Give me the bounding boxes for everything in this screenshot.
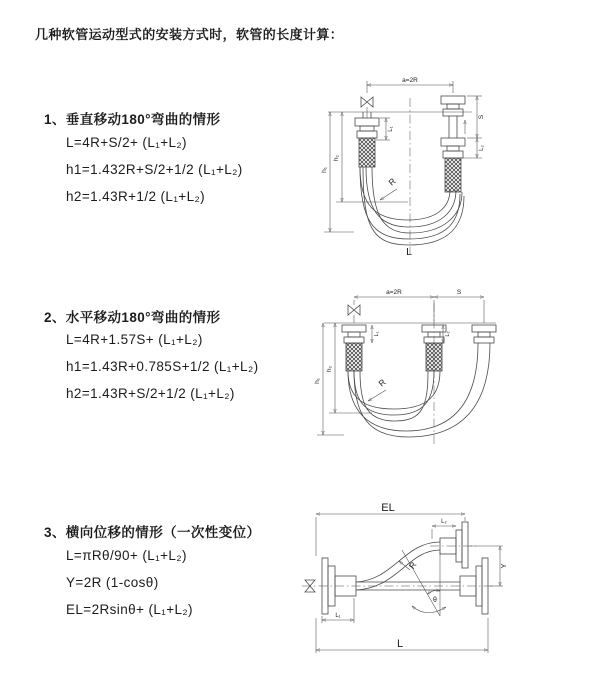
dim-label-l2: L₂	[479, 145, 485, 151]
section-3-heading: 3、横向位移的情形（一次性变位）	[44, 525, 261, 540]
hose-u-bend	[348, 343, 490, 437]
left-hose-end-fitting	[355, 112, 379, 167]
middle-hose-end-fitting	[422, 325, 446, 371]
section-2-formula-h2: h2=1.43R+S/2+1/2 (L₁+L₂)	[66, 386, 235, 401]
dim-label-s: S	[456, 289, 462, 296]
dim-label-h1: h₁	[314, 378, 321, 384]
diagram3-linework	[302, 514, 503, 653]
section-1-formula-h2: h2=1.43R+1/2 (L₁+L₂)	[66, 189, 206, 204]
section-2-formula-L: L=4R+1.57S+ (L₁+L₂)	[66, 332, 203, 347]
dim-label-h2: h₂	[333, 154, 340, 162]
dim-label-l2: L₂	[441, 519, 447, 525]
section-2-heading: 2、水平移动180°弯曲的情形	[44, 310, 221, 325]
diagram2-linework	[317, 297, 496, 445]
section-2-formula-h1: h1=1.43R+0.785S+1/2 (L₁+L₂)	[66, 359, 259, 374]
diagram1-linework	[324, 81, 482, 254]
dim-label-theta: θ	[433, 597, 437, 604]
diagram-horizontal-180-bend	[310, 283, 600, 468]
section-1-formula-L: L=4R+S/2+ (L₁+L₂)	[66, 135, 187, 150]
dim-label-r: R	[386, 175, 398, 188]
right-hose-end-fitting	[441, 96, 465, 192]
dim-label-l1: L₁	[374, 331, 380, 337]
left-hose-end-fitting	[342, 325, 366, 371]
dim-label-h1: h₁	[321, 167, 328, 173]
dim-label-r: R	[406, 559, 419, 571]
dim-label-h2: h₂	[326, 365, 333, 373]
angle-construction	[402, 550, 446, 616]
section-3-formula-EL: EL=2Rsinθ+ (L₁+L₂)	[66, 602, 193, 617]
dim-label-s: S	[478, 114, 485, 120]
dim-label-l1: L₁	[335, 613, 341, 619]
dim-label-y: Y	[499, 563, 508, 569]
section-3-formula-Y: Y=2R (1-cosθ)	[66, 575, 159, 590]
section-3-formula-L: L=πRθ/90+ (L₁+L₂)	[66, 548, 187, 563]
section-1-formula-h1: h1=1.432R+S/2+1/2 (L₁+L₂)	[66, 162, 243, 177]
dim-label-a2r: a=2R	[386, 289, 402, 296]
dim-label-r: R	[376, 376, 388, 389]
dim-label-l: L	[396, 638, 404, 650]
section-1-heading: 1、垂直移动180°弯曲的情形	[44, 112, 221, 127]
dim-label-el: EL	[381, 502, 395, 514]
dim-label-l1: L₁	[388, 126, 394, 132]
valve-icon	[348, 305, 360, 323]
diagram-lateral-displacement	[298, 502, 598, 670]
dim-label-l2: L₂	[445, 331, 451, 337]
displaced-hose-position	[356, 522, 468, 590]
page-title: 几种软管运动型式的安装方式时，软管的长度计算：	[35, 27, 344, 42]
diagram-vertical-180-bend	[310, 70, 590, 260]
right-hose-end-fitting	[472, 325, 496, 343]
dim-label-l: L	[406, 246, 412, 258]
dim-label-a2r: a=2R	[402, 77, 418, 84]
